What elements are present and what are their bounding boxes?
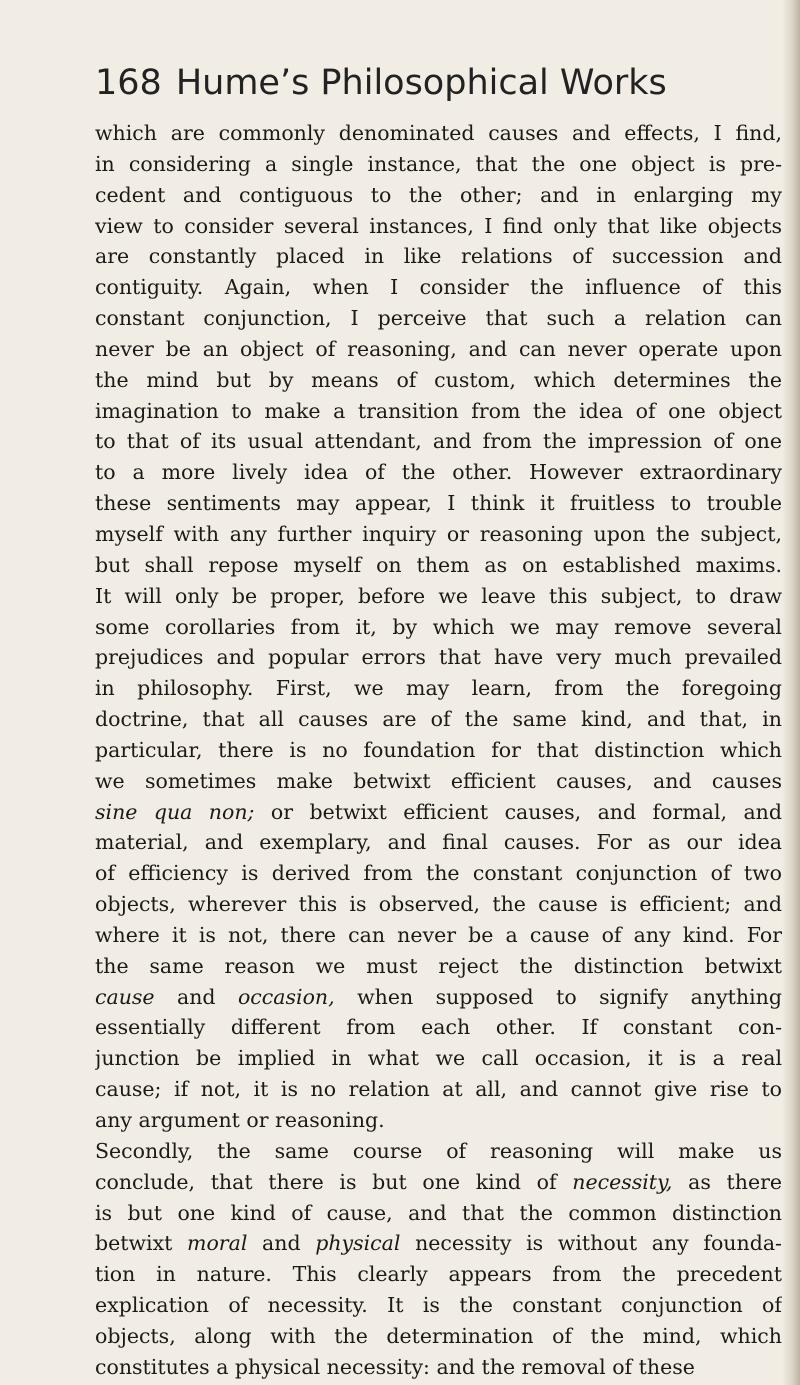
text-line: material, and exemplary, and final causes. For as our idea (95, 830, 782, 855)
italic-phrase: moral (187, 1231, 248, 1256)
text-line: betwixt moral and physical necessity is without any founda- (95, 1231, 782, 1256)
text-line: the same reason we must reject the distinction betwixt (95, 953, 782, 978)
text-line: cedent and contiguous to the other; and in enlarging my (95, 182, 782, 207)
text-line: objects, wherever this is observed, the cause is efficient; and (95, 892, 782, 917)
text-line: any argument or reasoning. (95, 1108, 385, 1132)
text-line: sine qua non; or betwixt efficient causes, and formal, and (95, 799, 782, 824)
text-line: these sentiments may appear, I think it fruitless to trouble (95, 491, 782, 516)
text-line: never be an object of reasoning, and can never operate upon (95, 336, 782, 361)
italic-phrase: cause (95, 984, 155, 1009)
text-line: imagination to make a transition from the idea of one object (95, 398, 782, 423)
text-line: constant conjunction, I perceive that such a relation can (95, 306, 782, 331)
text-line: objects, along with the determination of the mind, which (95, 1323, 782, 1348)
text-line: constitutes a physical necessity: and the removal of these (95, 1354, 695, 1379)
text-line: to that of its usual attendant, and from the impression of one (95, 429, 782, 454)
text-line: are constantly placed in like relations of succession and (95, 244, 782, 269)
text-line: Secondly, the same course of reasoning will make us (95, 1138, 782, 1163)
page-edge-shadow (782, 0, 800, 1385)
text-line: in considering a single instance, that the one object is pre- (95, 151, 782, 176)
text-line: some corollaries from it, by which we may remove several (95, 614, 782, 639)
text-line: in philosophy. First, we may learn, from the foregoing (95, 676, 782, 701)
running-header (95, 56, 715, 110)
text-line: cause; if not, it is no relation at all, and cannot give rise to (95, 1077, 782, 1102)
text-line: to a more lively idea of the other. However extraordinary (95, 460, 782, 485)
text-line: view to consider several instances, I find only that like objects (95, 213, 782, 238)
text-line: which are commonly denominated causes and effects, I find, (95, 121, 782, 145)
text-line: prejudices and popular errors that have very much prevailed (95, 645, 782, 670)
text-line: the mind but by means of custom, which determines the (95, 367, 782, 392)
text-line: particular, there is no foundation for that distinction which (95, 737, 782, 762)
text-line: conclude, that there is but one kind of necessity, as there (95, 1169, 782, 1194)
text-line: of efficiency is derived from the constant conjunction of two (95, 861, 782, 886)
text-line: is but one kind of cause, and that the common distinction (95, 1200, 782, 1225)
text-line: It will only be proper, before we leave this subject, to draw (95, 583, 782, 608)
page-number: 168 (95, 63, 162, 103)
text-line: where it is not, there can never be a cause of any kind. For (95, 922, 782, 947)
italic-phrase: physical (315, 1231, 401, 1256)
text-line: junction be implied in what we call occasion, it is a real (95, 1046, 782, 1071)
text-line: but shall repose myself on them as on established maxims. (95, 552, 782, 577)
italic-phrase: necessity, (572, 1169, 673, 1194)
text-line: contiguity. Again, when I consider the influence of this (95, 275, 782, 300)
running-title: Hume’s Philosophical Works (175, 63, 667, 103)
text-line: we sometimes make betwixt efficient causes, and causes (95, 768, 782, 793)
body-text (95, 118, 782, 1383)
text-line: cause and occasion, when supposed to signify anything (95, 984, 782, 1009)
text-line: tion in nature. This clearly appears from the precedent (95, 1262, 782, 1287)
text-line: myself with any further inquiry or reasoning upon the subject, (95, 521, 782, 546)
text-line: essentially different from each other. If constant con- (95, 1015, 782, 1040)
text-line: doctrine, that all causes are of the same kind, and that, in (95, 707, 782, 732)
italic-phrase: occasion, (237, 984, 335, 1009)
text-line: explication of necessity. It is the constant conjunction of (95, 1293, 782, 1318)
italic-phrase: sine qua non; (95, 799, 255, 824)
